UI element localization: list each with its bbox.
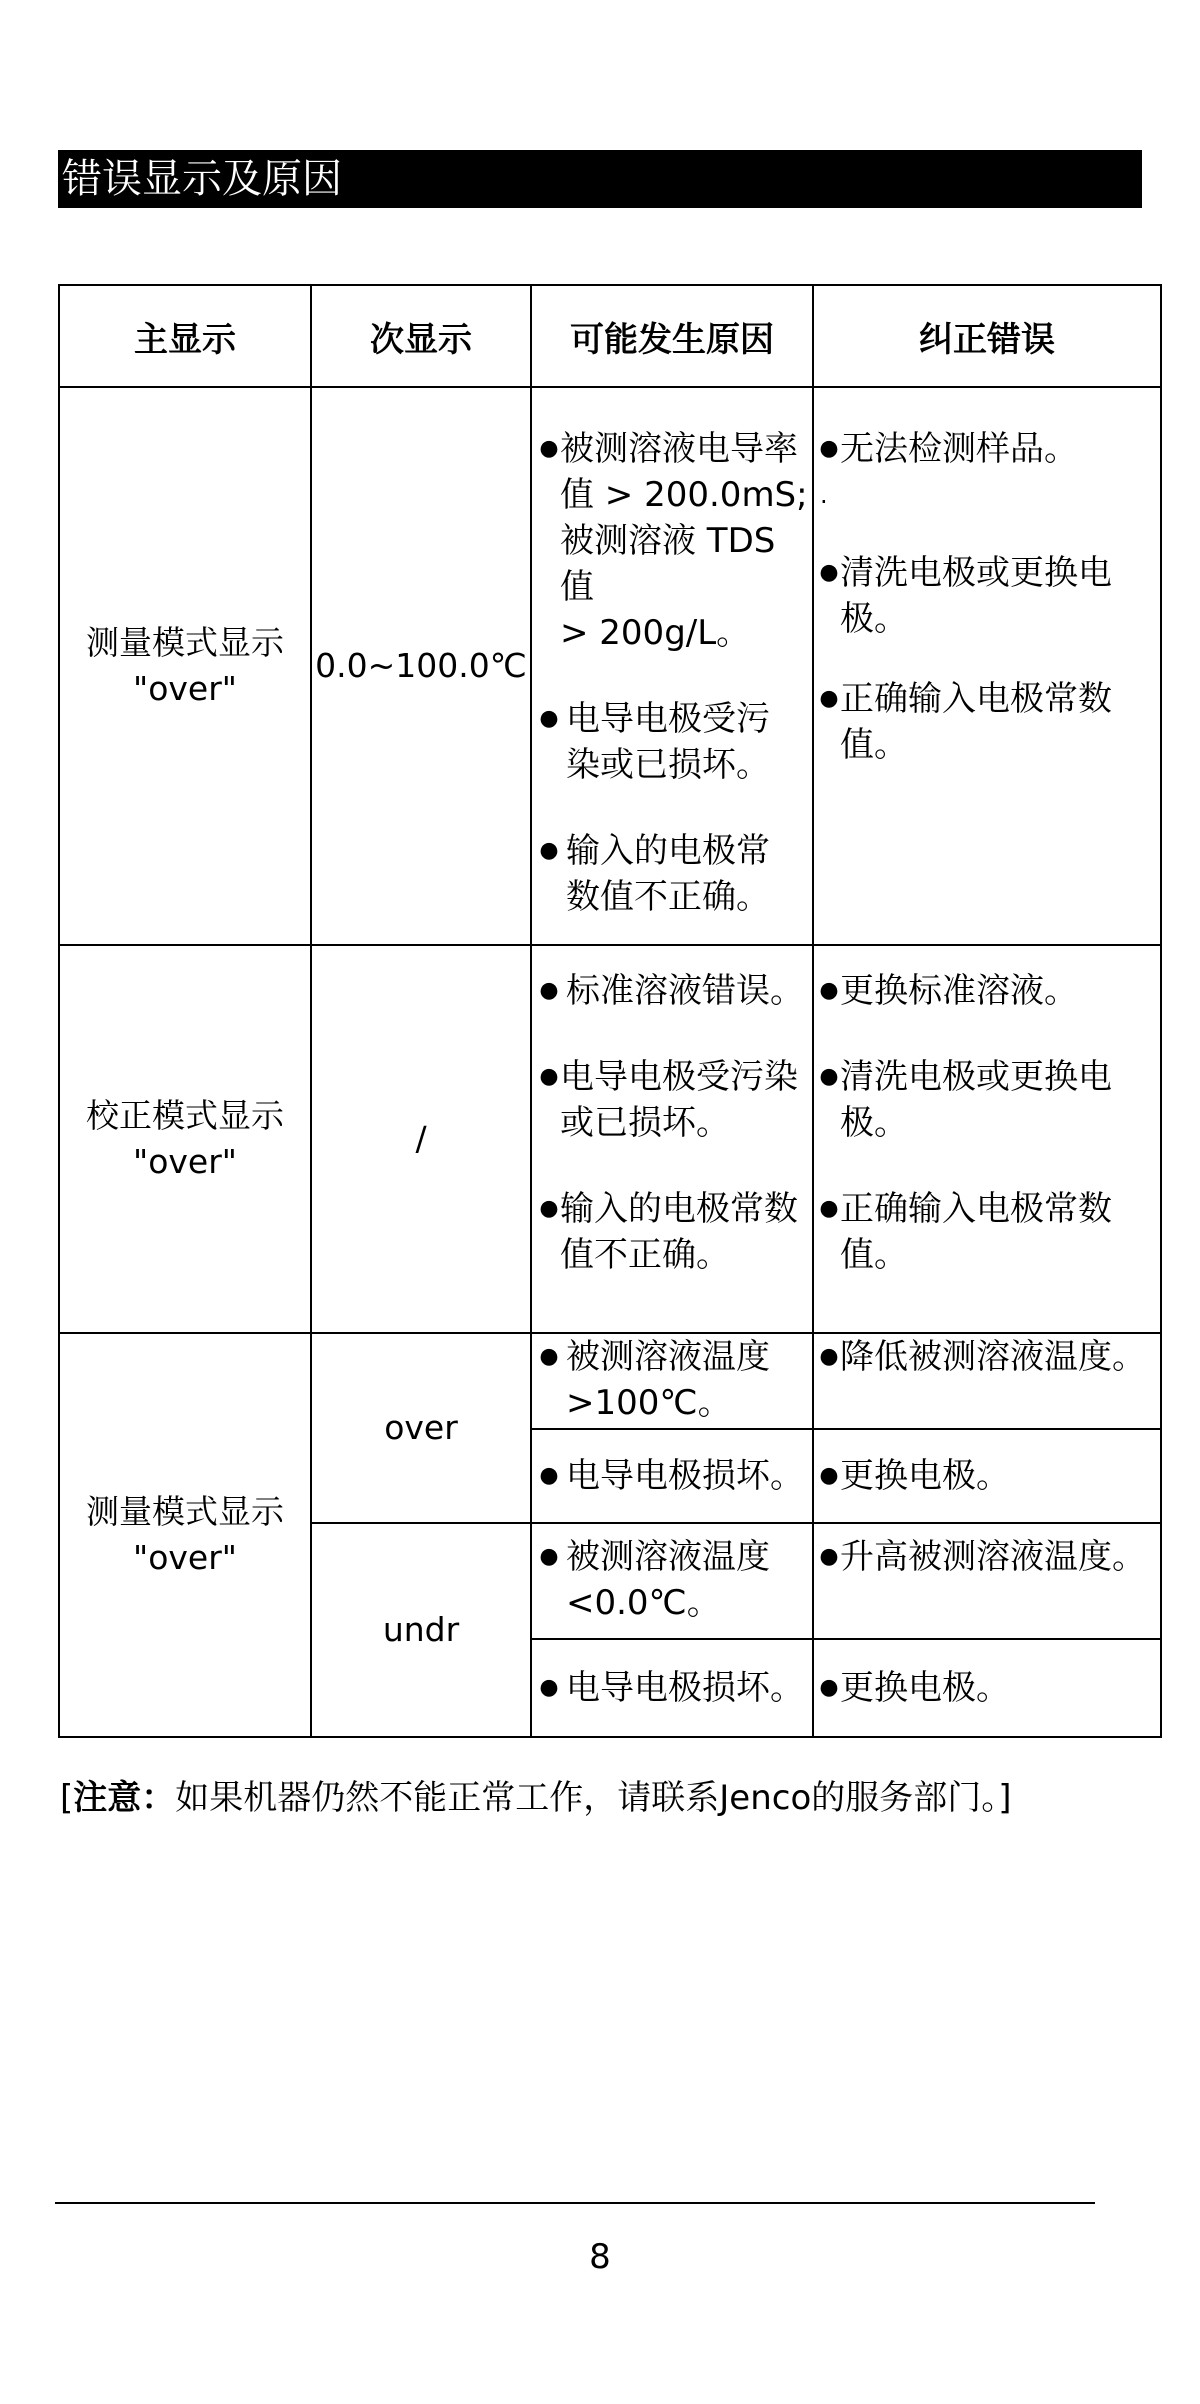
list-item xyxy=(818,1186,1156,1278)
fix-text: 升高被测溶液温度。 xyxy=(840,1537,1146,1577)
note xyxy=(60,1775,1012,1821)
list-item xyxy=(818,676,1156,768)
header-correction: 纠正错误 xyxy=(813,285,1161,387)
error-table xyxy=(58,284,1162,1738)
cause-cell xyxy=(531,1333,813,1429)
cause-text: 输入的电极常 数值不正确。 xyxy=(566,831,770,917)
fix-cell xyxy=(813,1523,1161,1639)
list-item xyxy=(818,968,1156,1014)
cause-cell xyxy=(531,1429,813,1523)
bullet-icon: ● xyxy=(819,560,839,585)
cause-list xyxy=(532,946,812,1278)
bullet-icon: ● xyxy=(539,1196,559,1221)
list-item xyxy=(538,828,808,920)
fix-cell xyxy=(813,945,1161,1333)
main-display-cell xyxy=(59,387,311,945)
sub-display-cell: / xyxy=(311,945,531,1333)
bullet-icon: ● xyxy=(539,1544,559,1569)
bullet-icon: ● xyxy=(539,1344,559,1369)
fix-text: 正确输入电极常数 值。 xyxy=(840,1189,1112,1275)
bullet-icon: ● xyxy=(819,978,839,1003)
sub-display-cell: over xyxy=(311,1333,531,1523)
fix-text: 更换电极。 xyxy=(840,1456,1010,1496)
note-open-bracket: [ xyxy=(60,1778,74,1818)
page-number: 8 xyxy=(589,2237,611,2277)
fix-text: 无法检测样品。 xyxy=(840,429,1078,469)
sub-display-cell: undr xyxy=(311,1523,531,1737)
footer-divider xyxy=(55,2202,1095,2204)
bullet-icon: ● xyxy=(819,1675,839,1700)
cause-text: 标准溶液错误。 xyxy=(566,971,804,1011)
list-item xyxy=(538,1054,808,1146)
cause-list xyxy=(532,388,812,920)
bullet-icon: ● xyxy=(819,1463,839,1488)
section-title: 错误显示及原因 xyxy=(58,150,1142,208)
header-main-display: 主显示 xyxy=(59,285,311,387)
list-item xyxy=(532,1524,812,1626)
list-item xyxy=(818,1054,1156,1146)
fix-text: 清洗电极或更换电 极。 xyxy=(840,1057,1112,1143)
fix-text: 清洗电极或更换电 极。 xyxy=(840,553,1112,639)
table-row xyxy=(59,1333,1161,1429)
bullet-icon: ● xyxy=(539,838,559,863)
list-item xyxy=(532,1665,812,1711)
bullet-icon: ● xyxy=(819,1344,839,1369)
cause-cell xyxy=(531,1523,813,1639)
fix-text: 正确输入电极常数 值。 xyxy=(840,679,1112,765)
note-label: 注意： xyxy=(73,1778,176,1818)
cause-text: 电导电极损坏。 xyxy=(566,1668,804,1708)
bullet-icon: ● xyxy=(539,978,559,1003)
bullet-icon: ● xyxy=(819,686,839,711)
fix-text: 降低被测溶液温度。 xyxy=(840,1337,1146,1377)
note-text: 如果机器仍然不能正常工作，请联系Jenco的服务部门。] xyxy=(175,1778,1012,1818)
main-display-text: 测量模式显示 "over" xyxy=(86,623,284,708)
list-item xyxy=(814,1665,1160,1711)
cause-cell xyxy=(531,945,813,1333)
header-possible-cause: 可能发生原因 xyxy=(531,285,813,387)
table-row xyxy=(59,387,1161,945)
bullet-icon: ● xyxy=(539,1463,559,1488)
cause-text: 电导电极受污染 或已损坏。 xyxy=(560,1057,798,1143)
main-display-text: 测量模式显示 "over" xyxy=(86,1492,284,1577)
list-item xyxy=(532,1334,812,1426)
fix-text: 更换标准溶液。 xyxy=(840,971,1078,1011)
list-item xyxy=(818,426,1156,472)
table-header-row xyxy=(59,285,1161,387)
list-item xyxy=(814,1453,1160,1499)
main-display-cell xyxy=(59,1333,311,1737)
header-sub-display: 次显示 xyxy=(311,285,531,387)
list-item xyxy=(538,426,808,656)
bullet-icon: ● xyxy=(819,1544,839,1569)
fix-cell xyxy=(813,1333,1161,1429)
bullet-icon: ● xyxy=(539,706,559,731)
bullet-icon: ● xyxy=(539,436,559,461)
list-item xyxy=(538,1186,808,1278)
fix-cell xyxy=(813,387,1161,945)
fix-list xyxy=(814,388,1160,768)
bullet-icon: ● xyxy=(539,1064,559,1089)
cause-text: 被测溶液电导率 值 > 200.0mS; 被测溶液 TDS值 > 200g/L。 xyxy=(560,429,808,653)
cause-text: 被测溶液温度 <0.0℃。 xyxy=(566,1537,770,1623)
main-display-cell xyxy=(59,945,311,1333)
fix-text: 更换电极。 xyxy=(840,1668,1010,1708)
bullet-icon: ● xyxy=(819,1196,839,1221)
fix-list xyxy=(814,946,1160,1278)
list-item xyxy=(818,550,1156,642)
list-item xyxy=(532,1453,812,1499)
stray-dot: . xyxy=(820,481,828,509)
table-row xyxy=(59,945,1161,1333)
list-item xyxy=(538,968,808,1014)
main-display-text: 校正模式显示 "over" xyxy=(86,1096,284,1181)
fix-cell xyxy=(813,1639,1161,1737)
cause-text: 被测溶液温度 >100℃。 xyxy=(566,1337,770,1423)
cause-text: 输入的电极常数 值不正确。 xyxy=(560,1189,798,1275)
list-item xyxy=(814,1334,1160,1380)
list-item xyxy=(538,696,808,788)
cause-text: 电导电极受污 染或已损坏。 xyxy=(566,699,770,785)
cause-cell xyxy=(531,1639,813,1737)
bullet-icon: ● xyxy=(539,1675,559,1700)
cause-cell xyxy=(531,387,813,945)
list-item xyxy=(814,1524,1160,1580)
sub-display-cell: 0.0~100.0℃ xyxy=(311,387,531,945)
bullet-icon: ● xyxy=(819,436,839,461)
bullet-icon: ● xyxy=(819,1064,839,1089)
fix-cell xyxy=(813,1429,1161,1523)
cause-text: 电导电极损坏。 xyxy=(566,1456,804,1496)
